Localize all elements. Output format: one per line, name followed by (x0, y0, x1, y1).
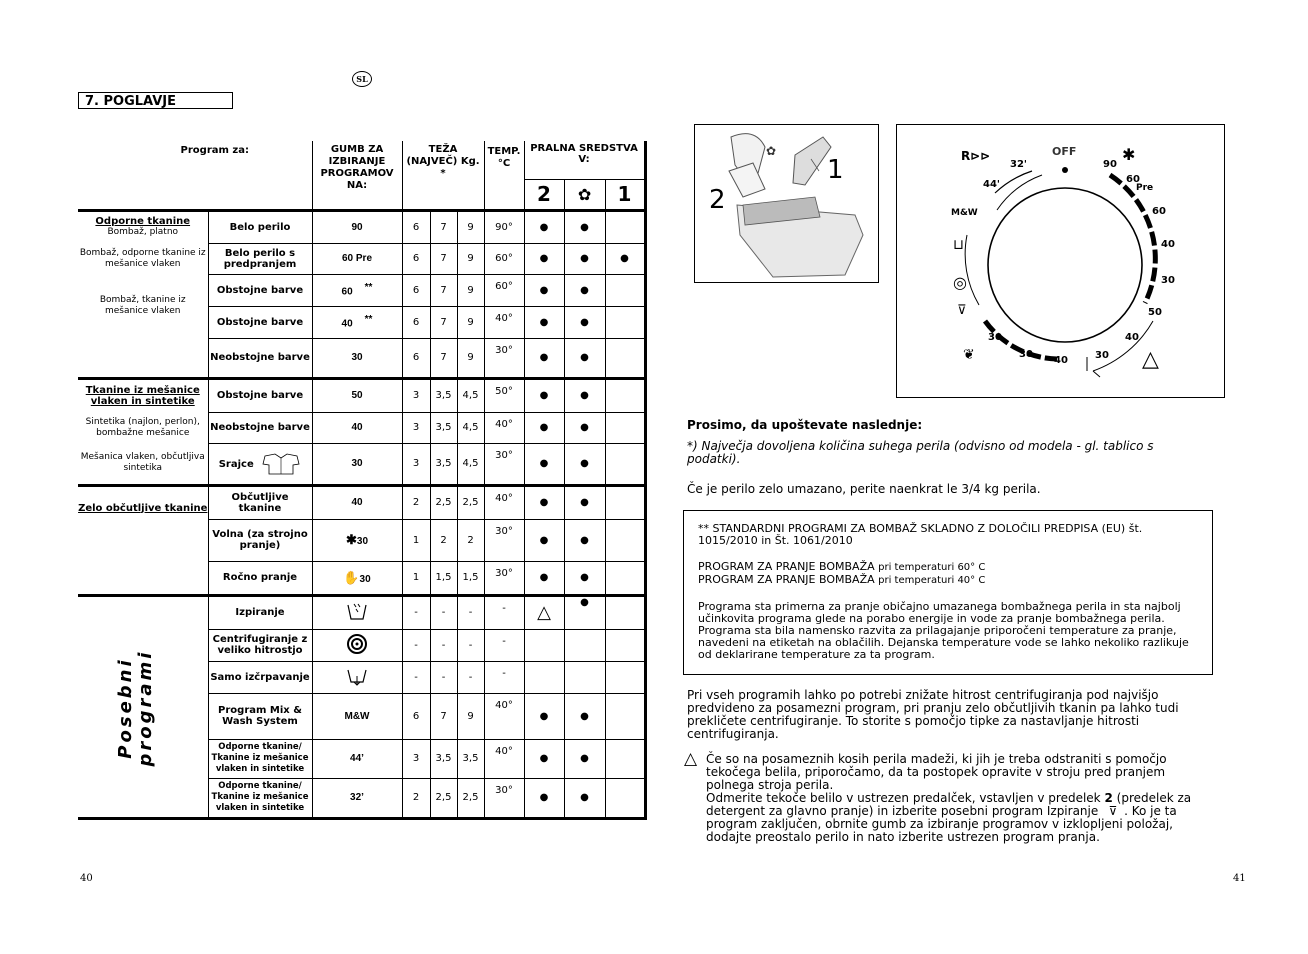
kg-cell: - (402, 595, 430, 629)
kg-cell: 3,5 (430, 378, 457, 412)
detergent-cell: ● (524, 561, 564, 595)
kg-cell: 7 (430, 274, 457, 306)
kg-cell: 9 (457, 338, 484, 378)
program-name: Belo perilo (208, 210, 312, 243)
detergent-cell: ● (564, 443, 605, 485)
table-row (78, 595, 645, 629)
program-name: Program Mix & Wash System (208, 693, 312, 739)
table-row (78, 210, 645, 243)
bleach-text: (predelek za detergent za glavno pranje) in izberite posebni program Izpiranje (706, 791, 1192, 818)
table-row (78, 485, 645, 519)
detergent-cell (605, 739, 645, 778)
detergent-drawer-figure (694, 124, 879, 283)
dial-setting: 32’ (312, 778, 402, 818)
dial-setting (312, 661, 402, 693)
detergent-cell (605, 519, 645, 561)
dial-setting: 30 (312, 338, 402, 378)
detergent-cell (605, 661, 645, 693)
program-name: Neobstojne barve (208, 412, 312, 443)
dial-setting (312, 629, 402, 661)
compartment-2: 2 (524, 179, 564, 210)
kg-cell: 9 (457, 210, 484, 243)
dial-label: 40 (1161, 239, 1175, 250)
detergent-cell: ● (605, 243, 645, 274)
group-label (78, 378, 208, 412)
kg-cell: 3 (402, 739, 430, 778)
dial-setting: 40 (312, 485, 402, 519)
cotton-program-label: PROGRAM ZA PRANJE BOMBAŽA (698, 560, 875, 573)
detergent-cell: ● (524, 274, 564, 306)
temp-cell: - (484, 595, 524, 629)
max-load-note (687, 440, 1207, 466)
softener-compartment (564, 179, 605, 210)
kg-cell: 2 (402, 778, 430, 818)
detergent-cell (605, 778, 645, 818)
kg-cell: 6 (402, 306, 430, 338)
group-subtitle: Mešanica vlaken, občutljiva sintetika (80, 452, 205, 474)
spin-icon: ◎ (953, 273, 967, 292)
temp-cell: 60° (484, 243, 524, 274)
program-name: Belo perilo s predpranjem (208, 243, 312, 274)
table-row (78, 338, 645, 378)
program-name (208, 443, 312, 485)
kg-cell: 2,5 (430, 778, 457, 818)
wool-icon: ✱ (1122, 145, 1136, 164)
special-programs-title: Posebni programi (115, 649, 156, 767)
dial-setting (312, 519, 402, 561)
temp-cell: 30° (484, 519, 524, 561)
kg-cell: - (457, 661, 484, 693)
standard-mark: ** (364, 282, 373, 294)
kg-cell: - (430, 661, 457, 693)
detergent-cell: ● (524, 778, 564, 818)
drain-icon: ⊔ (953, 237, 964, 253)
detergent-cell: ● (524, 378, 564, 412)
dial-setting (312, 561, 402, 595)
detergent-cell: ● (564, 485, 605, 519)
notes-heading: Prosimo, da upoštevate naslednje: (687, 418, 923, 432)
header-teza: TEŽA (NAJVEČ) Kg. * (402, 141, 484, 210)
temp-cell: 40° (484, 739, 524, 778)
dial-label: 32' (1010, 159, 1027, 170)
dial-setting: 40 (312, 412, 402, 443)
program-label: Srajce (218, 458, 254, 470)
temp-cell: 50° (484, 378, 524, 412)
bleach-note-p2 (706, 792, 1211, 844)
detergent-cell (524, 661, 564, 693)
temp-cell: - (484, 661, 524, 693)
group-spacer (78, 338, 208, 378)
detergent-cell (564, 629, 605, 661)
detergent-cell: ● (524, 210, 564, 243)
bleach-triangle-icon: △ (684, 749, 698, 769)
kg-cell: 7 (430, 306, 457, 338)
temp-cell: 40° (484, 412, 524, 443)
detergent-cell: ● (524, 338, 564, 378)
program-name: Ročno pranje (208, 561, 312, 595)
dial-label: 30 (1019, 349, 1033, 360)
dial-value: 60 (341, 286, 353, 298)
kg-cell: 2,5 (430, 485, 457, 519)
kg-cell: 7 (430, 338, 457, 378)
kg-cell: 1,5 (430, 561, 457, 595)
kg-cell: 2 (457, 519, 484, 561)
cotton-program-label: PROGRAM ZA PRANJE BOMBAŽA (698, 573, 875, 586)
kg-cell: 7 (430, 210, 457, 243)
standard-mark: ** (364, 314, 373, 326)
standard-programs-title: ** STANDARDNI PROGRAMI ZA BOMBAŽ SKLADNO Z DOLOČILI PREDPISA (EU) št. 1015/2010 in Št. 1061/2010 (698, 522, 1143, 547)
dial-label: 40 (1125, 332, 1139, 343)
detergent-cell: ● (524, 443, 564, 485)
dial-setting: 90 (312, 210, 402, 243)
page-number-right: 41 (1233, 873, 1246, 884)
program-name: Odporne tkanine/ Tkanine iz mešanice vlaken in sintetike (208, 778, 312, 818)
table-row (78, 274, 645, 306)
program-name: Samo izčrpavanje (208, 661, 312, 693)
program-name: Centrifugiranje z veliko hitrostjo (208, 629, 312, 661)
kg-cell: 2 (430, 519, 457, 561)
kg-cell: 1 (402, 519, 430, 561)
detergent-cell: ● (524, 243, 564, 274)
table-row (78, 378, 645, 412)
detergent-cell (524, 629, 564, 661)
detergent-cell (605, 306, 645, 338)
kg-cell: 1,5 (457, 561, 484, 595)
kg-cell: 4,5 (457, 412, 484, 443)
bleach-note-p1: Če so na posameznih kosih perila madeži, ki jih je treba odstraniti s pomočjo tekočega belila, priporočamo, da ta postopek opravite v stroju pred pranjem polnega stroja perila. (706, 752, 1167, 792)
standard-programs-box (683, 510, 1213, 675)
dial-label: M&W (951, 208, 978, 218)
temp-cell: 40° (484, 306, 524, 338)
header-program: Program za: (180, 145, 249, 156)
detergent-cell (605, 693, 645, 739)
kg-cell: 3,5 (457, 739, 484, 778)
program-name: Obstojne barve (208, 306, 312, 338)
compartment-1: 1 (605, 179, 645, 210)
detergent-cell (605, 378, 645, 412)
kg-cell: 6 (402, 243, 430, 274)
program-dial-figure (896, 124, 1225, 398)
detergent-cell: ● (564, 210, 605, 243)
dial-label: 90 (1103, 159, 1117, 170)
rinse-icon: ⊽ (1108, 804, 1118, 818)
detergent-cell (605, 485, 645, 519)
detergent-cell (605, 338, 645, 378)
spin-icon (346, 633, 368, 655)
rinse-icon: ⊽ (957, 303, 967, 318)
temp-cell: 60° (484, 274, 524, 306)
max-load-text: Največja dovoljena količina suhega perila (odvisno od modela - gl. tablico s podatki). (687, 439, 1154, 466)
kg-cell: 6 (402, 210, 430, 243)
spin-speed-note: Pri vseh programih lahko po potrebi znižate hitrost centrifugiranja pod najvišjo predvideno za posamezni program, pri pranju zelo občutljivih tkanin pa lahko tudi prekličete centrifugiranje. To storite s pomočjo tipke za nastavljanje hitrosti centrifugiranja. (687, 688, 1179, 741)
table-row (78, 412, 645, 443)
program-name: Obstojne barve (208, 274, 312, 306)
detergent-cell: ● (564, 412, 605, 443)
detergent-cell: ● (564, 378, 605, 412)
program-name: Obstojne barve (208, 378, 312, 412)
dial-setting (312, 274, 402, 306)
kg-cell: 1 (402, 561, 430, 595)
group-subtitle: Bombaž, odporne tkanine iz mešanice vlaken (79, 247, 206, 269)
kg-cell: - (402, 661, 430, 693)
language-badge: SL (352, 71, 372, 87)
detergent-cell: ● (564, 693, 605, 739)
temp-cell: 30° (484, 778, 524, 818)
dial-setting: 60 Pre (312, 243, 402, 274)
dirty-load-note: Če je perilo zelo umazano, perite naenkrat le 3/4 kg perila. (687, 482, 1041, 496)
kg-cell: 9 (457, 693, 484, 739)
program-table (78, 141, 647, 820)
flower-icon: ✿ (766, 144, 777, 158)
dial-label: 30 (1161, 275, 1175, 286)
kg-cell: 9 (457, 306, 484, 338)
standard-programs-text: Programa sta primerna za pranje običajno umazanega bombažnega perila in sta najbolj učinkovita programa glede na porabo energije in vode za pranje bombažnega perila. Programa sta bila namensko razvita za prilagajanje priporočeni temperature za pranje, navedeni na etiketah na oblačilih. Dejanska temperature vode se lahko nekoliko razlikuje od deklarirane temperature za ta program. (698, 600, 1189, 661)
program-name: Občutljive tkanine (208, 485, 312, 519)
bleach-triangle-icon: △ (1142, 347, 1159, 372)
wool-icon: ✱ (345, 532, 357, 547)
rinse-icon (346, 601, 368, 621)
detergent-cell (605, 443, 645, 485)
delicate-icon: ❦ (963, 347, 975, 363)
kg-cell: 4,5 (457, 378, 484, 412)
temp-cell: - (484, 629, 524, 661)
kg-cell: 2,5 (457, 485, 484, 519)
detergent-cell: ● (564, 519, 605, 561)
bleach-note (706, 753, 1211, 844)
detergent-cell: ● (524, 412, 564, 443)
cotton-temp-label: pri temperaturi 40° C (878, 575, 986, 586)
detergent-cell (605, 412, 645, 443)
detergent-cell: ● (564, 595, 605, 629)
handwash-icon: ✋ (343, 569, 360, 585)
kg-cell: 3 (402, 412, 430, 443)
kg-cell: 9 (457, 243, 484, 274)
dial-setting: 50 (312, 378, 402, 412)
kg-cell: 3 (402, 378, 430, 412)
dial-label: Pre (1136, 183, 1154, 193)
group-title: Odporne tkanine (95, 216, 191, 228)
kg-cell: 3,5 (430, 739, 457, 778)
compartment-number: 2 (1104, 791, 1113, 805)
flower-icon: ✿ (577, 184, 592, 204)
kg-cell: 6 (402, 693, 430, 739)
dial-setting: 30 (312, 443, 402, 485)
detergent-cell: ● (524, 519, 564, 561)
drain-icon (346, 666, 368, 686)
dial-label: 30 (1095, 350, 1109, 361)
kg-cell: - (457, 629, 484, 661)
header-gumb: GUMB ZA IZBIRANJE PROGRAMOV NA: (312, 141, 402, 210)
detergent-cell: ● (564, 739, 605, 778)
dial-label: 40 (1054, 355, 1068, 366)
detergent-cell: ● (524, 739, 564, 778)
dial-setting (312, 306, 402, 338)
program-name: Neobstojne barve (208, 338, 312, 378)
kg-cell: - (430, 629, 457, 661)
dial-label: 60 (1152, 206, 1166, 217)
dial-label: 30 (988, 332, 1002, 343)
dial-label: 60 (1126, 174, 1140, 185)
detergent-cell (605, 210, 645, 243)
temp-cell: 90° (484, 210, 524, 243)
detergent-cell: ● (564, 338, 605, 378)
group-label (78, 210, 208, 243)
kg-cell: 2,5 (457, 778, 484, 818)
kg-cell: 7 (430, 243, 457, 274)
kg-cell: 3,5 (430, 412, 457, 443)
dial-setting (312, 595, 402, 629)
group-title: Zelo občutljive tkanine (78, 502, 208, 514)
kg-cell: 3,5 (430, 443, 457, 485)
detergent-cell (605, 561, 645, 595)
group-subtitle: Bombaž, platno (107, 227, 179, 238)
table-row (78, 243, 645, 274)
kg-cell: 4,5 (457, 443, 484, 485)
detergent-cell (605, 595, 645, 629)
program-name: Odporne tkanine/ Tkanine iz mešanice vlaken in sintetike (208, 739, 312, 778)
program-name: Izpiranje (208, 595, 312, 629)
kg-cell: 6 (402, 274, 430, 306)
header-temp: TEMP. °C (484, 141, 524, 210)
dial-setting: 44’ (312, 739, 402, 778)
star-mark: *) (687, 439, 698, 453)
chapter-title: 7. POGLAVJE (78, 92, 233, 109)
table-row (78, 443, 645, 485)
cotton-temp-label: pri temperaturi 60° C (878, 562, 986, 573)
header-pralna: PRALNA SREDSTVA V: (524, 141, 645, 179)
group-subtitle: Bombaž, tkanine iz mešanice vlaken (99, 295, 186, 316)
detergent-cell: ● (564, 243, 605, 274)
compartment-label-2: 2 (709, 185, 726, 215)
kg-cell: 9 (457, 274, 484, 306)
dial-label: 44' (983, 179, 1000, 190)
detergent-cell: ● (524, 485, 564, 519)
kg-cell: 6 (402, 338, 430, 378)
temp-cell: 30° (484, 443, 524, 485)
detergent-cell: ● (564, 778, 605, 818)
kg-cell: - (402, 629, 430, 661)
group-title: Tkanine iz mešanice vlaken in sintetike (85, 384, 200, 407)
detergent-cell: ● (564, 274, 605, 306)
detergent-cell: ● (564, 306, 605, 338)
detergent-cell (564, 661, 605, 693)
kg-cell: 3 (402, 443, 430, 485)
kg-cell: - (430, 595, 457, 629)
dial-value: 40 (341, 318, 353, 330)
temp-cell: 40° (484, 485, 524, 519)
detergent-cell (605, 274, 645, 306)
program-name: Volna (za strojno pranje) (208, 519, 312, 561)
detergent-cell: ● (524, 693, 564, 739)
kg-cell: 7 (430, 693, 457, 739)
kg-cell: 2 (402, 485, 430, 519)
temp-cell: 30° (484, 561, 524, 595)
dial-setting: M&W (312, 693, 402, 739)
detergent-cell (605, 629, 645, 661)
cotton-40-line (698, 574, 1198, 587)
dial-value: 30 (356, 536, 369, 547)
temp-cell: 30° (484, 338, 524, 378)
detergent-cell: ● (524, 306, 564, 338)
group-subtitle: Sintetika (najlon, perlon), bombažne mešanice (85, 416, 200, 438)
temp-cell: 40° (484, 693, 524, 739)
dial-value: 30 (359, 573, 371, 585)
detergent-cell: △ (524, 595, 564, 629)
group-label (78, 485, 208, 595)
detergent-cell: ● (564, 561, 605, 595)
bleach-text: Odmerite tekoče belilo v ustrezen predalček, vstavljen v predelek (706, 791, 1101, 805)
bleach-text: . Ko je ta program zaključen, obrnite gumb za izbiranje programov v izklopljeni položaj, dodajte preostalo perilo in nato izberite ustrezen program pranja. (706, 804, 1177, 844)
compartment-label-1: 1 (827, 155, 844, 185)
quick-wash-icon: R⊳⊳ (961, 149, 991, 163)
page-number-left: 40 (80, 873, 93, 884)
shirt-icon (261, 452, 301, 476)
dial-off-label: OFF (1052, 145, 1077, 158)
dial-label: 50 (1148, 307, 1162, 318)
kg-cell: - (457, 595, 484, 629)
